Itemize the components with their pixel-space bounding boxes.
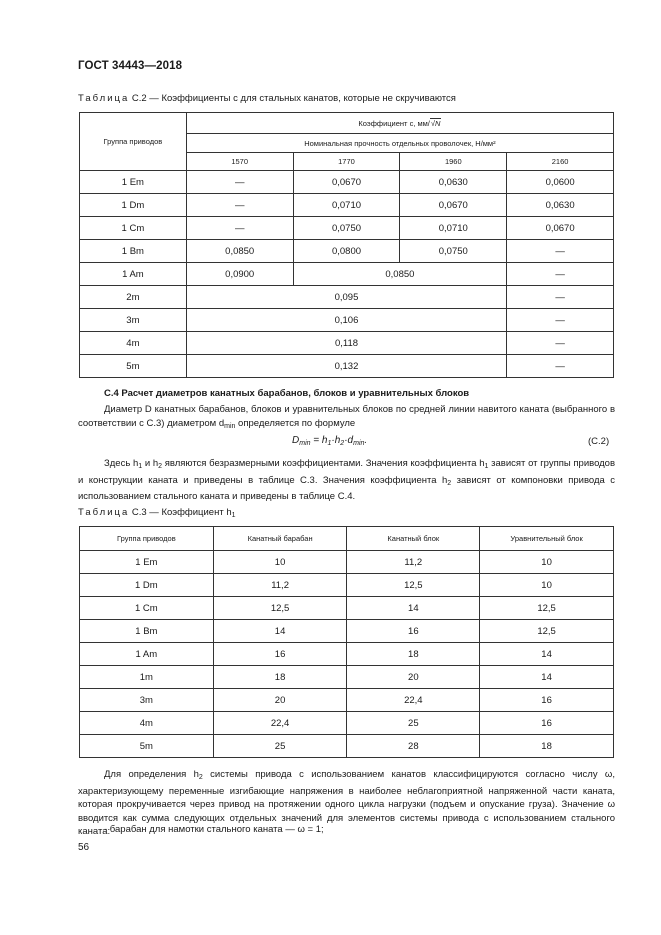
table-row [80,240,614,263]
table-c2-caption-prefix: Таблица [78,93,130,104]
closing-part: Для определения h [104,769,199,780]
document-header: ГОСТ 34443—2018 [78,60,183,72]
para2-sub: 1 [138,463,143,470]
table-cell: 10 [480,551,614,574]
table-c2-strength-header: Номинальная прочность отдельных проволочек, Н/мм² [186,134,613,153]
table-c2 [79,112,614,378]
closing-sub: 2 [198,774,203,781]
table-c2-group-header: Группа приводов [80,113,187,171]
table-cell: — [507,240,614,263]
table-cell: 1m [80,666,214,689]
para2-part: являются безразмерными коэффициентами. Значения коэффициента h [162,458,485,469]
table-cell: — [507,286,614,309]
table-cell: 0,0670 [400,194,507,217]
table-cell: 0,0710 [293,194,400,217]
table-c3-header-group: Группа приводов [80,527,214,551]
table-row [80,355,614,378]
table-cell: — [507,263,614,286]
table-c2-col-1570: 1570 [186,153,293,171]
table-cell: 5m [80,735,214,758]
table-cell: 11,2 [213,574,347,597]
table-row [80,171,614,194]
table-cell: 1 Dm [80,194,187,217]
para1-sub: min [224,422,236,430]
table-cell: 18 [347,643,480,666]
table-cell: 14 [347,597,480,620]
table-c3-caption [78,507,236,519]
table-cell: 0,0800 [293,240,400,263]
table-cell: 18 [213,666,347,689]
para2-part: зависят от группы приводов и конструкции каната и приведены в таблице С.3. Значения коэффициента h [78,458,616,486]
table-cell: 14 [213,620,347,643]
table-c3-header-block: Канатный блок [347,527,480,551]
para2-sub: 2 [447,479,452,487]
table-cell: 12,5 [480,620,614,643]
table-cell: 0,0750 [400,240,507,263]
table-cell: 16 [480,689,614,712]
table-cell: 12,5 [213,597,347,620]
table-cell: 18 [480,735,614,758]
table-cell: 16 [480,712,614,735]
table-c3-header-drum: Канатный барабан [213,527,347,551]
formula-sub: min [299,440,311,447]
table-cell: 0,0850 [186,240,293,263]
table-row [80,263,614,286]
table-cell: 28 [347,735,480,758]
table-row [80,551,614,574]
table-cell: — [186,171,293,194]
table-row [80,666,614,689]
sqrt-symbol: √N [430,119,441,128]
table-c2-caption [78,93,456,104]
formula-part: ·h [331,435,341,446]
table-row [80,217,614,240]
table-c3-caption-prefix: Таблица [78,507,130,518]
para2-sub: 1 [484,463,489,470]
table-c2-caption-text: С.2 — Коэффициенты c для стальных канатов, которые не скручиваются [129,93,456,104]
table-cell: 1 Am [80,263,187,286]
table-cell: 14 [480,666,614,689]
table-cell: 2m [80,286,187,309]
table-c3-caption-text: С.3 — Коэффициент h [129,507,232,518]
table-cell: 0,0630 [507,194,614,217]
table-cell: 0,095 [186,286,506,309]
table-row [80,643,614,666]
table-cell: 1 Cm [80,217,187,240]
table-row [80,574,614,597]
section-c4-para2 [78,457,615,504]
table-c2-col-2160: 2160 [507,153,614,171]
table-cell: 20 [213,689,347,712]
table-row [80,735,614,758]
table-cell: — [507,309,614,332]
para2-sub: 2 [158,463,163,470]
table-cell: 1 Bm [80,620,214,643]
table-cell: 12,5 [347,574,480,597]
table-row [80,194,614,217]
section-c4-para1 [78,403,615,433]
formula-sub: 1 [327,440,332,447]
table-cell: 0,118 [186,332,506,355]
table-cell: 1 Bm [80,240,187,263]
table-cell: 0,0670 [507,217,614,240]
table-cell: 25 [347,712,480,735]
table-cell: 3m [80,309,187,332]
sqrt-n: N [435,119,441,128]
table-row [80,620,614,643]
table-cell: 1 Em [80,171,187,194]
section-heading: С.4 Расчет диаметров канатных барабанов, блоков и уравнительных блоков [104,388,470,399]
closing-part: - барабан для намотки стального каната — ω = 1; [104,824,324,835]
table-cell: 10 [480,574,614,597]
table-cell: 22,4 [213,712,347,735]
table-cell: — [186,194,293,217]
table-cell: 4m [80,712,214,735]
table-c3 [79,526,614,758]
table-cell: 0,0850 [293,263,507,286]
para2-part: Здесь h [104,458,139,469]
page-number: 56 [78,842,90,853]
formula-part: . [364,435,368,446]
table-cell: 0,0710 [400,217,507,240]
formula-part: ·d [344,435,354,446]
section-c4-heading [78,387,615,401]
table-c2-coef-header [186,113,613,134]
formula-sub: min [353,440,365,447]
para2-part: зависят от компоновки привода с использованием стального каната и приведены в таблице С.4. [78,474,615,502]
table-c3-caption-sub: 1 [231,512,236,519]
table-cell: 16 [347,620,480,643]
table-row [80,597,614,620]
table-cell: 3m [80,689,214,712]
table-cell: 10 [213,551,347,574]
closing-part: системы привода с использованием канатов классифицируются согласно числу ω, характеризующему переменные изгибающие напряжения в наиболее неблагоприятной напряженной части каната, которая прокручивается через привод на протяжении одного цикла нагрузки (подъем и опускание груза). Значение ω вводится как сумма следующих отдельных значений для элементов системы привода с использованием стального каната: [78,769,615,837]
table-cell: 4m [80,332,187,355]
table-cell: 0,0670 [293,171,400,194]
table-cell: 11,2 [347,551,480,574]
para2-part: и h [142,458,159,469]
table-c3-header-equalizer: Уравнительный блок [480,527,614,551]
table-cell: 25 [213,735,347,758]
table-c2-col-1960: 1960 [400,153,507,171]
formula-c2 [292,435,367,447]
table-cell: 0,132 [186,355,506,378]
table-row [80,332,614,355]
closing-para2 [78,823,615,837]
formula-sub: 2 [340,440,345,447]
table-cell: — [186,217,293,240]
table-row [80,309,614,332]
table-cell: — [507,332,614,355]
table-cell: 14 [480,643,614,666]
table-cell: 0,0900 [186,263,293,286]
coef-label: Коэффициент c, мм/ [358,119,430,128]
formula-part: D [292,435,300,446]
table-cell: 1 Cm [80,597,214,620]
table-cell: 20 [347,666,480,689]
table-cell: — [507,355,614,378]
formula-part: = h [310,435,328,446]
table-c2-col-1770: 1770 [293,153,400,171]
table-cell: 1 Em [80,551,214,574]
formula-number: (С.2) [588,436,610,447]
table-cell: 5m [80,355,187,378]
table-row [80,712,614,735]
table-cell: 0,0600 [507,171,614,194]
table-cell: 0,0630 [400,171,507,194]
table-row [80,286,614,309]
table-cell: 12,5 [480,597,614,620]
table-cell: 1 Dm [80,574,214,597]
table-cell: 16 [213,643,347,666]
table-cell: 0,0750 [293,217,400,240]
table-cell: 22,4 [347,689,480,712]
para1-text: Диаметр D канатных барабанов, блоков и уравнительных блоков по средней линии навитого каната (выбранного в соответствии с С.3) диаметром d [78,404,615,429]
para1-end: определяется по формуле [235,417,356,429]
table-row [80,689,614,712]
table-cell: 1 Am [80,643,214,666]
table-cell: 0,106 [186,309,506,332]
